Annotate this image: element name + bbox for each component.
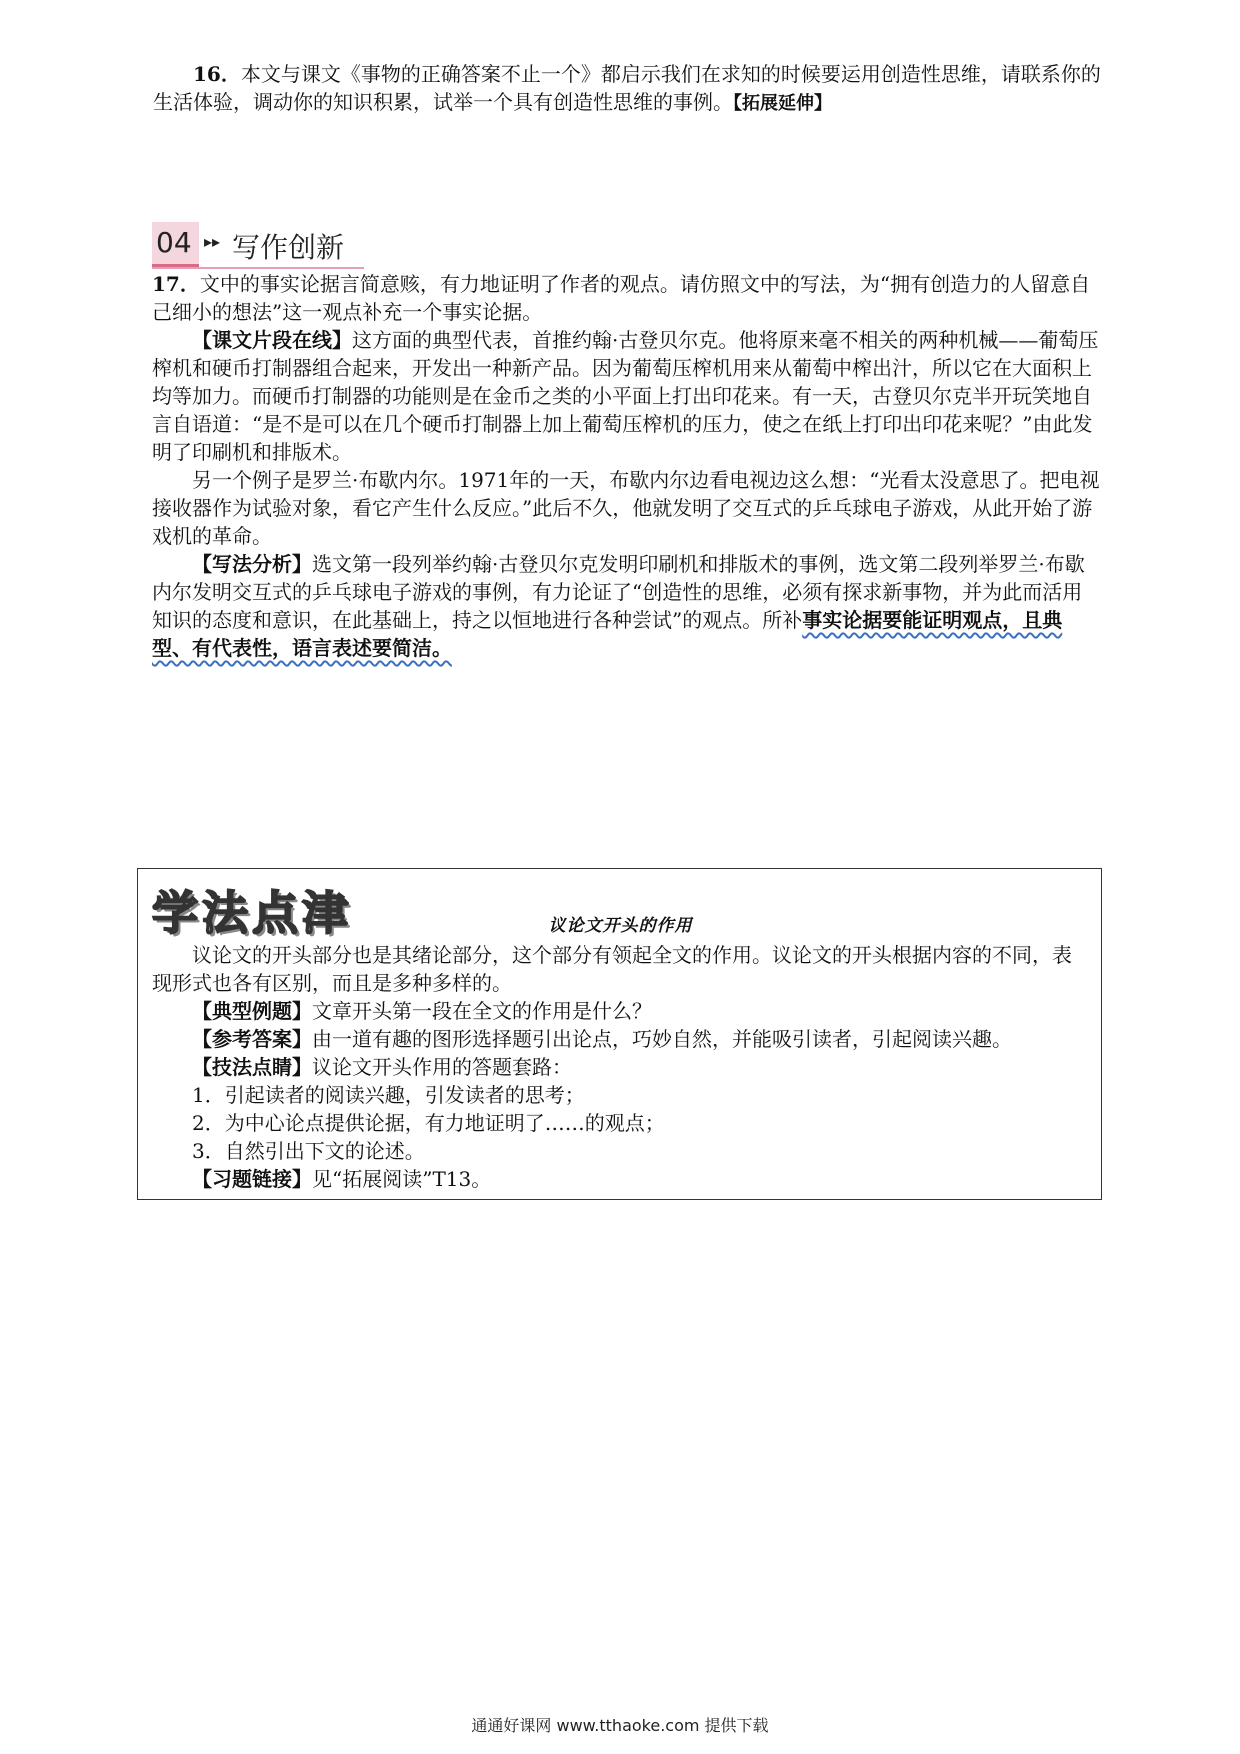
tips-text: 议论文开头作用的答题套路： [312, 1055, 572, 1079]
tip-item-1: 1．引起读者的阅读兴趣，引发读者的思考； [192, 1083, 585, 1107]
excerpt-label: 【课文片段在线】 [192, 328, 352, 352]
q17-number: 17 [152, 272, 180, 296]
analysis-emphasis: 事实论据要能证明观点，且典型、有代表性，语言表述要简洁。 [152, 608, 1063, 660]
method-body [152, 941, 1087, 1193]
question-16: 16．本文与课文《事物的正确答案不止一个》都启示我们在求知的时候要运用创造性思维，请联系你的生活体验，调动你的知识积累，试举一个具有创造性思维的事例。【拓展延伸】 [153, 62, 1101, 114]
question-17: 17．文中的事实论据言简意赅，有力地证明了作者的观点。请仿照文中的写法，为“拥有创造力的人留意自己细小的想法”这一观点补充一个事实论据。 【课文片段在线】这方面的典型代表，首推约翰·古登贝尔克。他将原来毫不相关的两种机械——葡萄压榨机和硬币打制器组合起来，开发出一种新产品。因为葡萄压榨机用来从葡萄中榨出汁，所以它在大面积上均等加力。而硬币打制器的功能则是在金币之类的小平面上打出印花来。有一天，古登贝尔克半开玩笑地自言自语道：“是不是可以在几个硬币打制器上加上葡萄压榨机的压力，使之在纸上打印出印花来呢？”由此发明了印刷机和排版术。 另一个例子是罗兰·布歇内尔。1971年的一天，布歇内尔边看电视边这么想：“光看太没意思了。把电视接收器作为试验对象，看它产生什么反应。”此后不久，他就发明了交互式的乒乓球电子游戏，从此开始了游戏机的革命。 【写法分析】选文第一段列举约翰·古登贝尔克发明印刷机和排版术的事例，选文第二段列举罗兰·布歇内尔发明交互式的乒乓球电子游戏的事例，有力论证了“创造性的思维，必须有探求新事物，并为此而活用知识的态度和意识，在此基础上，持之以恒地进行各种尝试”的观点。所补事实论据要能证明观点，且典型、有代表性，语言表述要简洁。 [152, 270, 1102, 662]
example-text: 文章开头第一段在全文的作用是什么？ [312, 999, 652, 1023]
analysis-paragraph [152, 550, 1102, 662]
tip-item-2: 2．为中心论点提供论据，有力地证明了……的观点； [192, 1111, 665, 1135]
tip-item-3: 3．自然引出下文的论述。 [192, 1139, 425, 1163]
link-text: 见“拓展阅读”T13。 [312, 1167, 492, 1191]
excerpt-paragraph-2: 另一个例子是罗兰·布歇内尔。1971年的一天，布歇内尔边看电视边这么想：“光看太没意思了。把电视接收器作为试验对象，看它产生什么反应。”此后不久，他就发明了交互式的乒乓球电子游戏，从此开始了游戏机的革命。 [152, 468, 1100, 548]
method-title: 议论文开头的作用 [548, 916, 693, 936]
analysis-text: 选文第一段列举约翰·古登贝尔克发明印刷机和排版术的事例，选文第二段列举罗兰·布歇内尔发明交互式的乒乓球电子游戏的事例，有力论证了“创造性的思维，必须有探求新事物，并为此而活用知识的态度和意识，在此基础上，持之以恒地进行各种尝试”的观点。所补 [152, 552, 1085, 632]
q16-text: 本文与课文《事物的正确答案不止一个》都启示我们在求知的时候要运用创造性思维，请联系你的生活体验，调动你的知识积累，试举一个具有创造性思维的事例。 [153, 62, 1101, 114]
answer-label: 【参考答案】 [192, 1027, 312, 1051]
section-header-writing [152, 222, 352, 266]
example-label: 【典型例题】 [192, 999, 312, 1023]
method-answer [152, 1025, 1087, 1053]
excerpt-text-1: 这方面的典型代表，首推约翰·古登贝尔克。他将原来毫不相关的两种机械——葡萄压榨机和硬币打制器组合起来，开发出一种新产品。因为葡萄压榨机用来从葡萄中榨出汁，所以它在大面积上均等加力。而硬币打制器的功能则是在金币之类的小平面上打出印花来。有一天，古登贝尔克半开玩笑地自言自语道：“是不是可以在几个硬币打制器上加上葡萄压榨机的压力，使之在纸上打印出印花来呢？”由此发明了印刷机和排版术。 [152, 328, 1099, 464]
method-intro: 议论文的开头部分也是其绪论部分，这个部分有领起全文的作用。议论文的开头根据内容的不同，表现形式也各有区别，而且是多种多样的。 [152, 943, 1072, 995]
q17-text: 文中的事实论据言简意赅，有力地证明了作者的观点。请仿照文中的写法，为“拥有创造力的人留意自己细小的想法”这一观点补充一个事实论据。 [152, 272, 1091, 324]
section-number: 04 [156, 226, 192, 259]
q16-tag: 【拓展延伸】 [733, 93, 832, 114]
study-method-box [137, 868, 1102, 1200]
section-underline [152, 267, 364, 269]
excerpt-paragraph-1 [152, 326, 1102, 466]
method-tips [152, 1053, 1087, 1081]
method-logo: 学法点津 [152, 886, 352, 940]
section-title: 写作创新 [232, 231, 345, 264]
double-arrow-icon: ▸▸ [204, 232, 221, 251]
link-label: 【习题链接】 [192, 1167, 312, 1191]
tips-label: 【技法点睛】 [192, 1055, 312, 1079]
analysis-label: 【写法分析】 [192, 552, 312, 576]
answer-text: 由一道有趣的图形选择题引出论点，巧妙自然，并能吸引读者，引起阅读兴趣。 [312, 1027, 1012, 1051]
method-example [152, 997, 1087, 1025]
q16-number: 16 [193, 62, 221, 86]
method-link [152, 1165, 1087, 1193]
page-footer: 通通好课网 www.tthaoke.com 提供下载 [471, 1716, 769, 1735]
